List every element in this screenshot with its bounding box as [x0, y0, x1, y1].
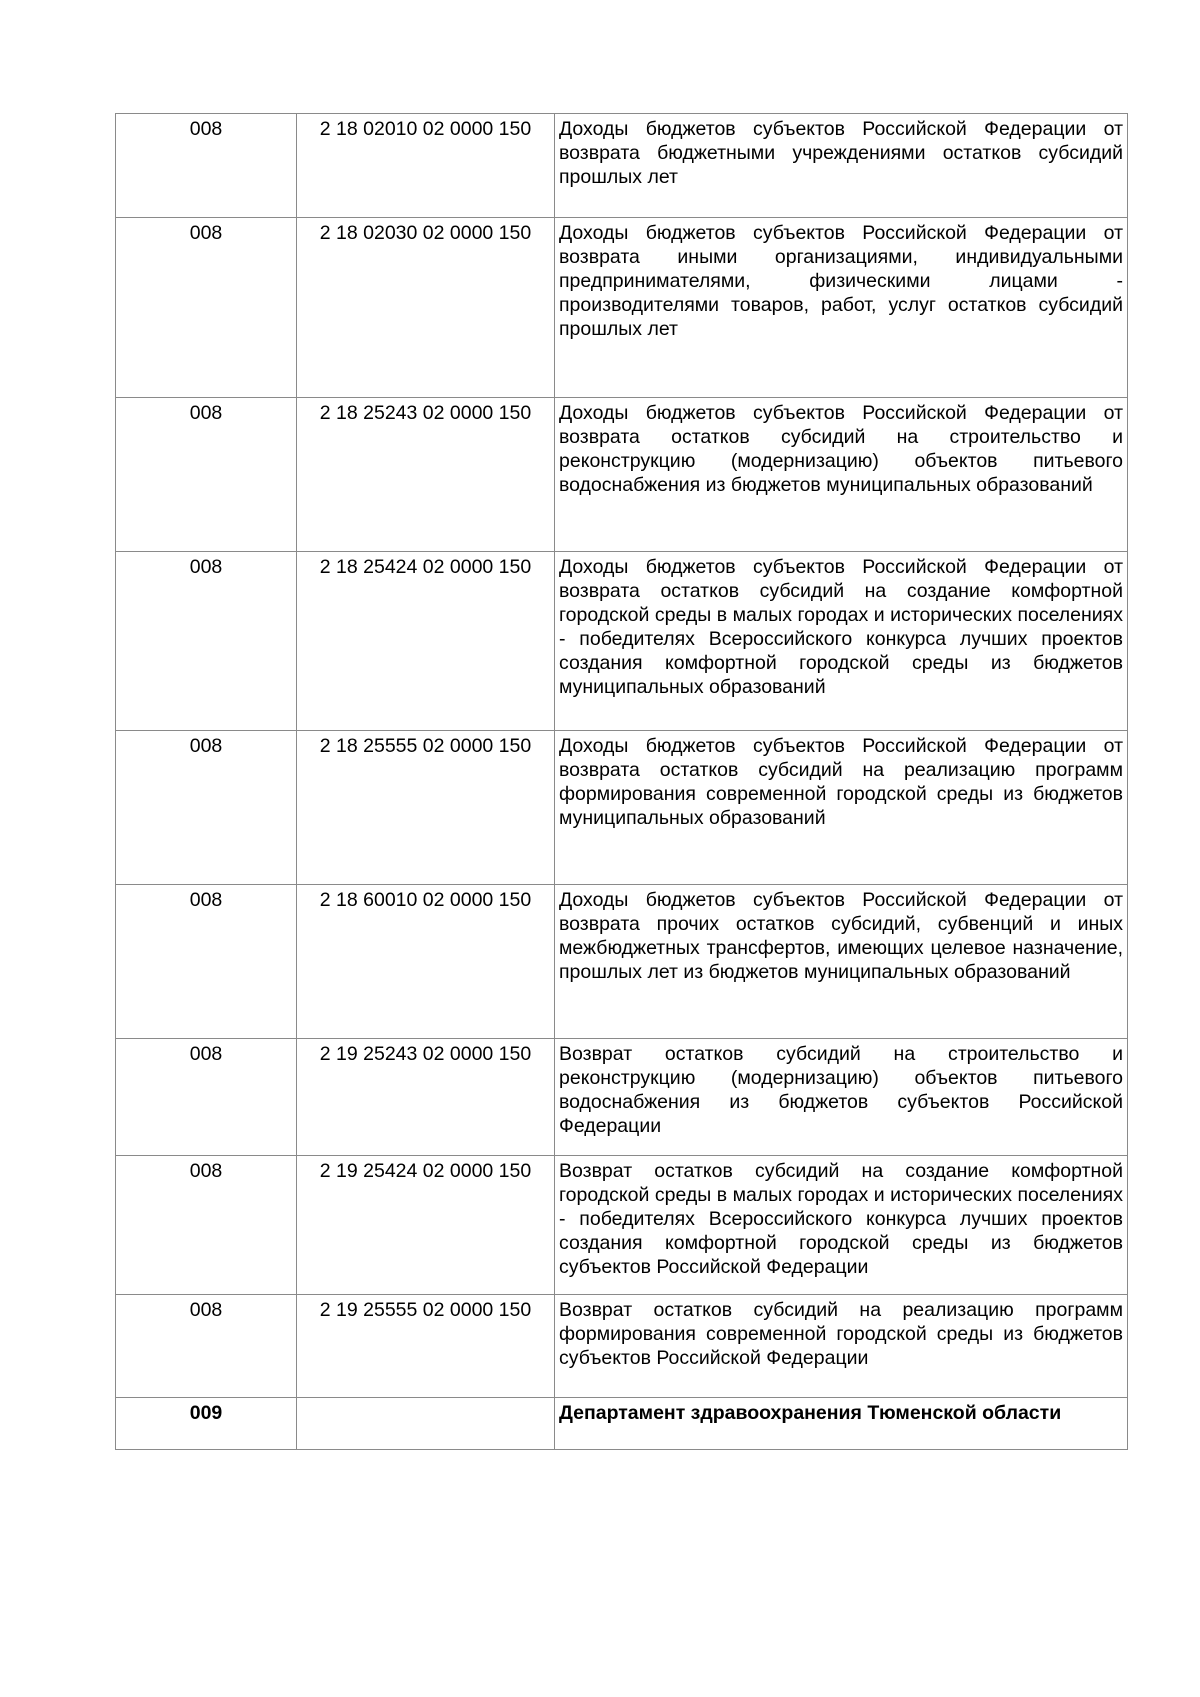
table-row	[116, 885, 1128, 1039]
budget-code-cell: 2 19 25555 02 0000 150	[297, 1295, 555, 1398]
description-cell: Доходы бюджетов субъектов Российской Федерации от возврата прочих остатков субсидий, субвенций и иных межбюджетных трансфертов, имеющих целевое назначение, прошлых лет из бюджетов муниципальных образований	[555, 885, 1128, 1039]
table-row	[116, 218, 1128, 398]
admin-code-cell: 008	[116, 552, 297, 731]
table-row	[116, 398, 1128, 552]
description-cell: Доходы бюджетов субъектов Российской Федерации от возврата бюджетными учреждениями остатков субсидий прошлых лет	[555, 114, 1128, 218]
admin-code-cell: 008	[116, 885, 297, 1039]
description-cell: Доходы бюджетов субъектов Российской Федерации от возврата остатков субсидий на создание комфортной городской среды в малых городах и исторических поселениях - победителях Всероссийского конкурса лучших проектов создания комфортной городской среды из бюджетов муниципальных образований	[555, 552, 1128, 731]
admin-code-cell: 008	[116, 1156, 297, 1295]
budget-code-cell: 2 18 25555 02 0000 150	[297, 731, 555, 885]
description-cell: Доходы бюджетов субъектов Российской Федерации от возврата остатков субсидий на строительство и реконструкцию (модернизацию) объектов питьевого водоснабжения из бюджетов муниципальных образований	[555, 398, 1128, 552]
table-row	[116, 552, 1128, 731]
budget-code-cell: 2 18 60010 02 0000 150	[297, 885, 555, 1039]
table-row	[116, 731, 1128, 885]
budget-code-cell: 2 18 25243 02 0000 150	[297, 398, 555, 552]
admin-code-cell: 008	[116, 114, 297, 218]
budget-code-cell: 2 18 02010 02 0000 150	[297, 114, 555, 218]
description-cell: Возврат остатков субсидий на создание комфортной городской среды в малых городах и исторических поселениях - победителях Всероссийского конкурса лучших проектов создания комфортной городской среды из бюджетов субъектов Российской Федерации	[555, 1156, 1128, 1295]
admin-code-cell: 008	[116, 731, 297, 885]
department-heading-cell: Департамент здравоохранения Тюменской области	[555, 1398, 1128, 1450]
admin-code-cell: 008	[116, 1039, 297, 1156]
table-row	[116, 1295, 1128, 1398]
table-row	[116, 1156, 1128, 1295]
admin-code-cell: 008	[116, 1295, 297, 1398]
description-cell: Возврат остатков субсидий на реализацию программ формирования современной городской среды из бюджетов субъектов Российской Федерации	[555, 1295, 1128, 1398]
budget-code-cell	[297, 1398, 555, 1450]
admin-code-cell: 009	[116, 1398, 297, 1450]
admin-code-cell: 008	[116, 398, 297, 552]
table-row	[116, 1398, 1128, 1450]
budget-code-cell: 2 18 25424 02 0000 150	[297, 552, 555, 731]
description-cell: Доходы бюджетов субъектов Российской Федерации от возврата остатков субсидий на реализацию программ формирования современной городской среды из бюджетов муниципальных образований	[555, 731, 1128, 885]
revenue-codes-table	[115, 113, 1128, 1450]
admin-code-cell: 008	[116, 218, 297, 398]
table-row	[116, 1039, 1128, 1156]
budget-code-cell: 2 19 25424 02 0000 150	[297, 1156, 555, 1295]
description-cell: Возврат остатков субсидий на строительство и реконструкцию (модернизацию) объектов питьевого водоснабжения из бюджетов субъектов Российской Федерации	[555, 1039, 1128, 1156]
table-row	[116, 114, 1128, 218]
budget-code-cell: 2 19 25243 02 0000 150	[297, 1039, 555, 1156]
description-cell: Доходы бюджетов субъектов Российской Федерации от возврата иными организациями, индивидуальными предпринимателями, физическими лицами - производителями товаров, работ, услуг остатков субсидий прошлых лет	[555, 218, 1128, 398]
budget-code-cell: 2 18 02030 02 0000 150	[297, 218, 555, 398]
